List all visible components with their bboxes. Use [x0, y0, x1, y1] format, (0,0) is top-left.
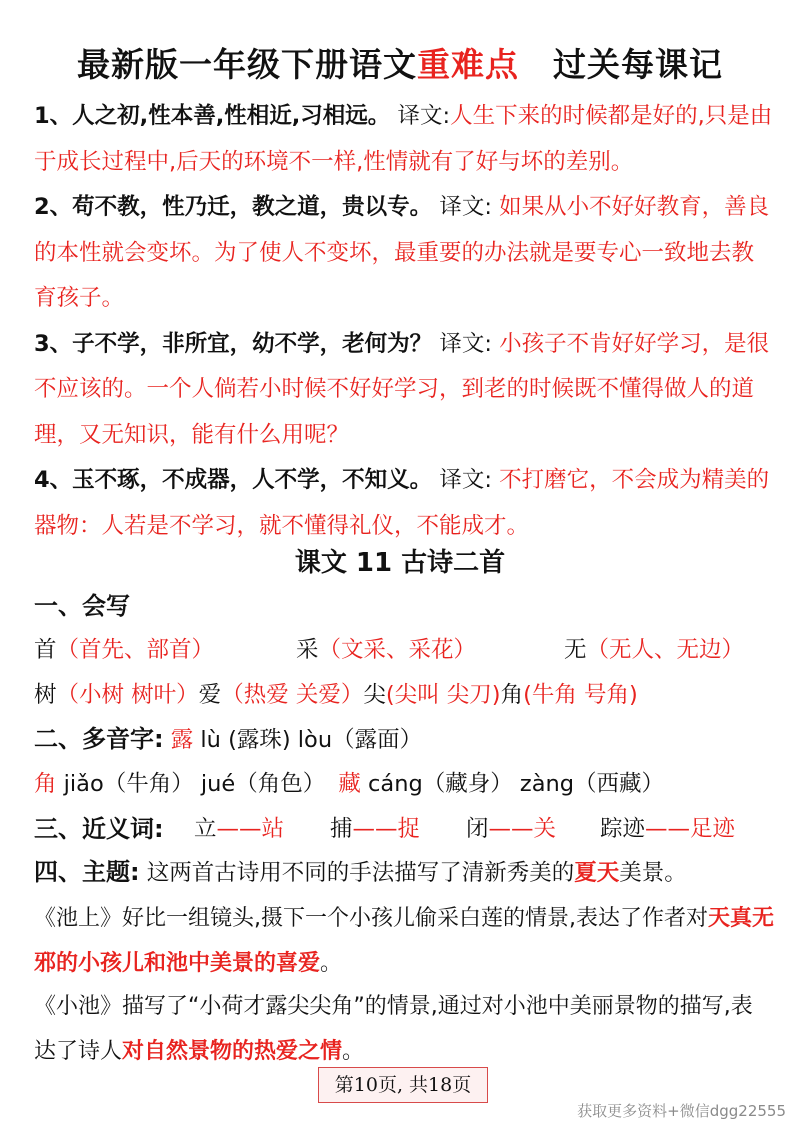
translation-text: 人生下来的时候都是好的,只是由于成长过程中,后天的环境不一样,性情就有了好与坏的差别。: [34, 103, 773, 175]
write-words: （无人、无边）: [586, 637, 745, 663]
translation-text: 如果从小不好好教育，善良的本性就会变坏。为了使人不变坏，最重要的办法就是要专心一致地去教育孩子。: [34, 194, 770, 311]
write-char: 角: [500, 682, 524, 708]
write-char: 首: [34, 637, 57, 663]
polyphone-char: 露: [170, 727, 194, 753]
synonym-word: 捕: [330, 816, 353, 842]
write-row-2: [34, 676, 638, 714]
translation-text: 小孩子不肯好好学习，是很不应该的。一个人倘若小时候不好好学习，到老的时候既不懂得做人的道理，又无知识，能有什么用呢？: [34, 330, 770, 448]
translation-label: 译文:: [439, 330, 492, 357]
classic-item: [34, 458, 774, 549]
write-item: [564, 631, 744, 669]
synonym-value: 足迹: [690, 816, 736, 842]
synonym-word: 闭: [466, 816, 489, 842]
classic-item: [34, 322, 774, 459]
synonym-dash: ——: [488, 816, 534, 842]
write-char: 尖: [363, 682, 386, 708]
synonym-pair: [466, 810, 556, 848]
classic-item: [34, 94, 774, 185]
theme-highlight: 夏天: [574, 860, 620, 886]
classics-section: [34, 94, 774, 549]
write-words: (牛角 号角): [523, 682, 638, 708]
write-char: 树: [34, 682, 57, 708]
poem-1-text: 《池上》好比一组镜头,摄下一个小孩儿偷采白莲的情景,表达了作者对: [34, 906, 708, 931]
synonym-heading: 三、近义词:: [34, 815, 164, 843]
polyphone-readings: cáng（藏身） zàng（西藏）: [360, 771, 665, 797]
synonym-dash: ——: [645, 816, 691, 842]
poem-2-end: 。: [342, 1039, 365, 1064]
title-part-3: 过关每课记: [553, 45, 723, 84]
theme-intro: 这两首古诗用不同的手法描写了清新秀美的: [146, 860, 575, 886]
synonym-value: 捉: [397, 816, 421, 842]
polyphone-char: 角: [34, 771, 57, 797]
write-char: 无: [564, 637, 587, 663]
polyphone-readings: lù (露珠) lòu（露面）: [193, 727, 423, 753]
write-char: 爱: [198, 682, 222, 708]
poem-2-paragraph: [34, 984, 774, 1074]
write-words: （热爱 关爱）: [221, 682, 364, 708]
translation-label: 译文:: [397, 103, 451, 129]
classic-text: 2、苟不教，性乃迁，教之道，贵以专。: [34, 194, 433, 220]
polyphone-row-2: [34, 765, 664, 803]
polyphone-heading: 二、多音字:: [34, 725, 164, 753]
translation-label: 译文:: [439, 194, 492, 220]
write-item: [296, 631, 476, 669]
write-row-1: [34, 631, 774, 669]
write-words: (尖叫 尖刀): [385, 682, 501, 708]
synonym-dash: ——: [216, 816, 262, 842]
watermark: 获取更多资料+微信dgg22555: [577, 1102, 786, 1120]
classic-item: [34, 185, 774, 322]
poem-1-highlight: 天真无邪的小孩儿和池中美景的喜爱: [34, 906, 775, 976]
write-words: （小树 树叶）: [56, 682, 199, 708]
polyphone-char: 藏: [338, 771, 361, 797]
write-words: （首先、部首）: [56, 637, 215, 663]
polyphone-readings: jiǎo（牛角） jué（角色）: [56, 771, 326, 797]
classic-text: 4、玉不琢，不成器，人不学，不知义。: [34, 467, 433, 493]
synonym-row: [34, 810, 774, 848]
synonym-word: 立: [194, 816, 217, 842]
synonym-pair: [330, 810, 420, 848]
synonym-value: 站: [261, 816, 285, 842]
translation-text: 不打磨它，不会成为精美的器物：人若是不学习，就不懂得礼仪，不能成才。: [34, 467, 770, 539]
poem-2-highlight: 对自然景物的热爱之情: [122, 1039, 343, 1064]
synonym-pair: [600, 810, 735, 848]
synonym-pair: [194, 810, 284, 848]
synonym-dash: ——: [352, 816, 398, 842]
title-highlight: 重难点: [417, 45, 519, 84]
poem-1-paragraph: [34, 896, 774, 986]
title-part-1: 最新版一年级下册语文: [77, 45, 417, 84]
polyphone-row-1: [34, 720, 422, 759]
page-number: 第10页, 共18页: [318, 1067, 488, 1103]
write-char: 采: [296, 637, 319, 663]
write-heading: 一、会写: [34, 592, 130, 620]
theme-end: 美景。: [619, 860, 687, 886]
classic-text: 3、子不学，非所宜，幼不学，老何为？: [34, 330, 433, 357]
classic-text: 1、人之初,性本善,性相近,习相远。: [34, 103, 391, 129]
write-words: （文采、采花）: [318, 637, 477, 663]
theme-row: [34, 853, 687, 892]
lesson-title: 课文 11 古诗二首: [294, 548, 506, 578]
synonym-word: 踪迹: [600, 816, 646, 842]
translation-label: 译文:: [439, 467, 492, 493]
write-item: [34, 631, 214, 669]
poem-2-text: 《小池》描写了“小荷才露尖尖角”的情景,通过对小池中美丽景物的描写,表达了诗人: [34, 994, 753, 1064]
poem-1-end: 。: [320, 951, 343, 976]
synonym-value: 关: [533, 816, 557, 842]
theme-heading: 四、主题:: [34, 858, 140, 886]
page-title: [0, 40, 800, 90]
